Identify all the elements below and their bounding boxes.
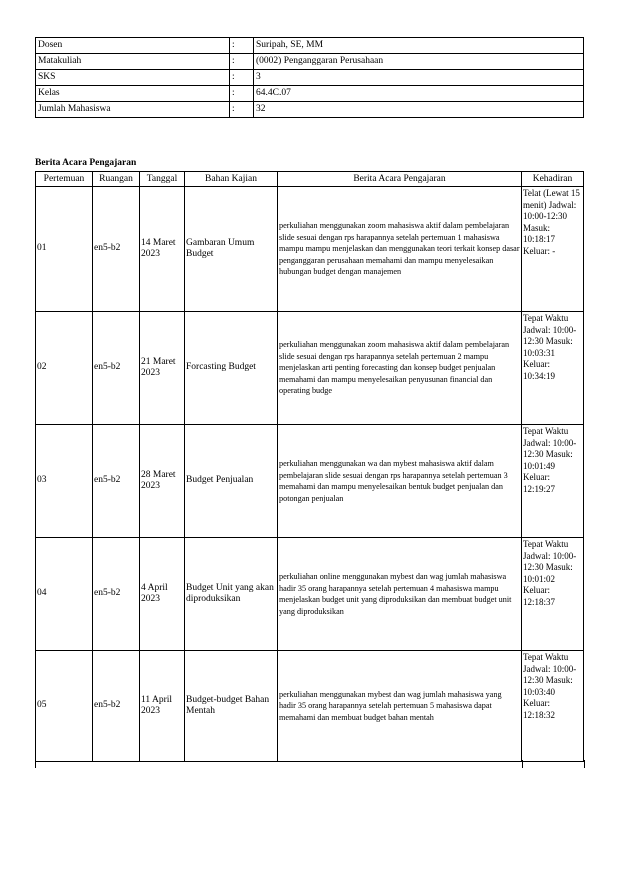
cell-kehadiran: Tepat Waktu Jadwal: 10:00-12:30 Masuk: 10:01:02 Keluar: 12:18:37 [522,538,584,651]
cell-ruangan: en5-b2 [93,312,140,425]
info-label: SKS [36,70,230,86]
section-title: Berita Acara Pengajaran [35,158,137,168]
info-label: Matakuliah [36,54,230,70]
cell-kehadiran: Tepat Waktu Jadwal: 10:00-12:30 Masuk: 10:03:40 Keluar: 12:18:32 [522,651,584,762]
cell-ruangan: en5-b2 [93,538,140,651]
header-berita-acara: Berita Acara Pengajaran [278,172,522,187]
cell-berita-acara: perkuliahan menggunakan wa dan mybest mahasiswa aktif dalam pembelajaran slide sesuai dengan rps harapannya setelah pertemuan 3 memahami dan mampu menyelesaikan bentuk budget penjualan dan potongan penjualan [278,425,522,538]
info-row-jumlah-mahasiswa [36,102,584,118]
info-separator: : [230,54,254,70]
header-ruangan: Ruangan [93,172,140,187]
cell-ruangan: en5-b2 [93,651,140,762]
cell-tanggal: 11 April 2023 [140,651,185,762]
table-row [36,187,584,312]
cell-tanggal: 21 Maret 2023 [140,312,185,425]
info-value: (0002) Penganggaran Perusahaan [254,54,584,70]
berita-acara-table [35,171,584,762]
cell-pertemuan: 04 [36,538,93,651]
cell-tanggal: 28 Maret 2023 [140,425,185,538]
table-row [36,538,584,651]
table-row [36,425,584,538]
header-pertemuan: Pertemuan [36,172,93,187]
cell-bahan-kajian: Budget-budget Bahan Mentah [185,651,278,762]
cell-berita-acara: perkuliahan online menggunakan mybest dan wag jumlah mahasiswa hadir 35 orang harapannya setelah pertemuan 4 mahasiswa mampu menjelaskan budget unit yang diproduksikan dan membuat budget unit yang diproduksikan [278,538,522,651]
cell-pertemuan: 01 [36,187,93,312]
info-value: Suripah, SE, MM [254,38,584,54]
info-row-dosen [36,38,584,54]
cell-berita-acara: perkuliahan menggunakan zoom mahasiswa aktif dalam pembelajaran slide sesuai dengan rps harapannya setelah pertemuan 2 mampu menjelaskan arti penting forecasting dan konsep budget penjualan memahami dan mampu menyelesaikan penyusunan financial dan operating budge [278,312,522,425]
info-value: 64.4C.07 [254,86,584,102]
cell-pertemuan: 02 [36,312,93,425]
table-header-row [36,172,584,187]
info-row-matakuliah [36,54,584,70]
cell-bahan-kajian: Budget Penjualan [185,425,278,538]
header-tanggal: Tanggal [140,172,185,187]
info-value: 3 [254,70,584,86]
cell-kehadiran: Tepat Waktu Jadwal: 10:00-12:30 Masuk: 10:01:49 Keluar: 12:19:27 [522,425,584,538]
info-row-sks [36,70,584,86]
cell-ruangan: en5-b2 [93,425,140,538]
cell-bahan-kajian: Forcasting Budget [185,312,278,425]
info-separator: : [230,70,254,86]
cell-pertemuan: 05 [36,651,93,762]
cell-berita-acara: perkuliahan menggunakan mybest dan wag jumlah mahasiswa yang hadir 35 orang harapannya setelah pertemuan 5 mahasiswa dapat memahami dan membuat budget bahan mentah [278,651,522,762]
cell-kehadiran: Tepat Waktu Jadwal: 10:00-12:30 Masuk: 10:03:31 Keluar: 10:34:19 [522,312,584,425]
header-kehadiran: Kehadiran [522,172,584,187]
table-row [36,312,584,425]
info-value: 32 [254,102,584,118]
cell-tanggal: 4 April 2023 [140,538,185,651]
cell-ruangan: en5-b2 [93,187,140,312]
cell-pertemuan: 03 [36,425,93,538]
info-separator: : [230,86,254,102]
cell-tanggal: 14 Maret 2023 [140,187,185,312]
cell-bahan-kajian: Budget Unit yang akan diproduksikan [185,538,278,651]
info-label: Kelas [36,86,230,102]
table-row [36,651,584,762]
cell-bahan-kajian: Gambaran Umum Budget [185,187,278,312]
table-continuation-divider [522,760,523,768]
cell-berita-acara: perkuliahan menggunakan zoom mahasiswa aktif dalam pembelajaran slide sesuai dengan rps harapannya setelah pertemuan 1 mahasiswa mampu mampu menjelaskan dan menggunakan teori terkait konsep dasar penganggaran perusahaan memahami dan mampu menyelesaikan hubungan budget dengan manajemen [278,187,522,312]
cell-kehadiran: Telat (Lewat 15 menit) Jadwal: 10:00-12:30 Masuk: 10:18:17 Keluar: - [522,187,584,312]
info-separator: : [230,38,254,54]
info-separator: : [230,102,254,118]
header-bahan-kajian: Bahan Kajian [185,172,278,187]
info-label: Dosen [36,38,230,54]
info-label: Jumlah Mahasiswa [36,102,230,118]
table-continuation [35,760,585,768]
course-info-table [35,37,584,118]
info-row-kelas [36,86,584,102]
